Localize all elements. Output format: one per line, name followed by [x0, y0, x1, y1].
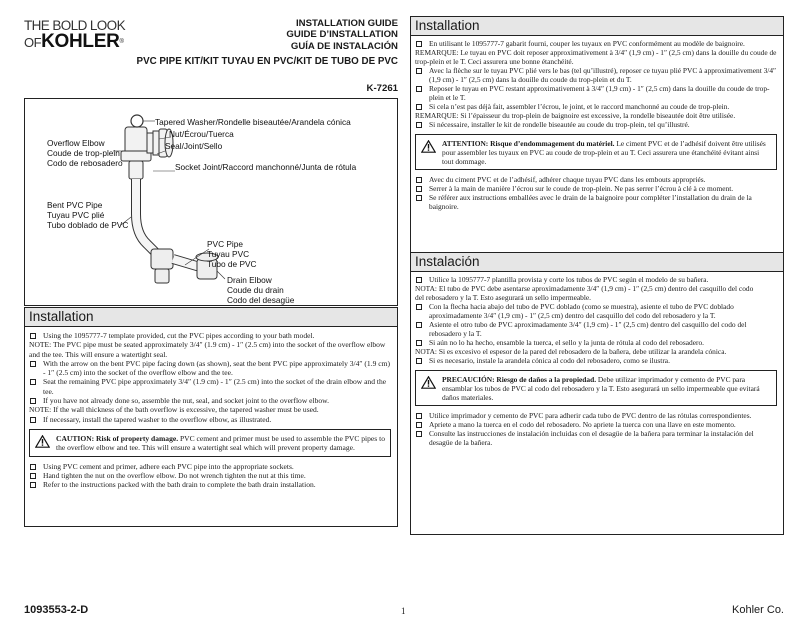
spanish-step-4: Si aún no lo ha hecho, ensamble la tuerca, el sello y la junta de rótula al codo del rebosadero. [415, 338, 777, 347]
spanish-step-6: Utilice imprimador y cemento de PVC para adherir cada tubo de PVC dentro de las rótulas correspondientes. [415, 411, 777, 420]
english-step-8: Refer to the instructions packed with the bath drain to complete the bath drain installation. [29, 480, 391, 489]
spanish-step-3: Asiente el otro tubo de PVC aproximadamente 3/4″ (1,9 cm) - 1″ (2,5 cm) dentro del casquillo del codo del rebosadero y la T. [415, 320, 777, 338]
spanish-step-1: Utilice la 1095777-7 plantilla provista y corte los tubos de PVC según el modelo de su bañera. [415, 275, 777, 284]
callout-bent-pvc-pipe: Bent PVC Pipe Tuyau PVC plié Tubo doblado de PVC [47, 200, 129, 231]
checkbox-icon[interactable] [30, 417, 36, 423]
spanish-section-title: Instalación [410, 252, 784, 272]
checkbox-icon[interactable] [416, 195, 422, 201]
checkbox-icon[interactable] [416, 277, 422, 283]
spanish-step-5: Si es necesario, instale la arandela cónica al codo del rebosadero, como se ilustra. [415, 356, 777, 365]
left-column [24, 16, 398, 602]
company-name: Kohler Co. [732, 604, 784, 616]
callout-nut: Nut/Écrou/Tuerca [169, 129, 234, 139]
french-note-2: REMARQUE: Si l’épaisseur du trop-plein de baignoire est excessive, la rondelle biseautée doit être utilisée. [415, 111, 736, 120]
checkbox-icon[interactable] [416, 322, 422, 328]
checkbox-icon[interactable] [30, 473, 36, 479]
english-step-2: With the arrow on the bent PVC pipe facing down (as shown), seat the bent PVC pipe approximately 3/4″ (1.9 cm) - 1″ (2.5 cm) into the socket of the overflow elbow and the tee. [29, 359, 391, 378]
spanish-note-2: NOTA: Si es excesivo el espesor de la pared del rebosadero de la bañera, debe utilizar la arandela cónica. [415, 347, 727, 356]
spanish-step-7: Apriete a mano la tuerca en el codo del rebosadero. No apriete la tuerca con una llave en este momento. [415, 420, 777, 429]
french-step-3: Reposer le tuyau en PVC restant approximativement à 3/4″ (1,9 cm) - 1″ (2,5 cm) dans la douille du coude de trop-plein et le T. [415, 84, 777, 102]
guide-title-en: INSTALLATION GUIDE [296, 18, 398, 29]
checkbox-icon[interactable] [416, 431, 422, 437]
checkbox-icon[interactable] [30, 361, 36, 367]
kit-title: PVC PIPE KIT/KIT TUYAU EN PVC/KIT DE TUBO DE PVC [136, 56, 398, 67]
checkbox-icon[interactable] [416, 104, 422, 110]
english-step-1: Using the 1095777-7 template provided, cut the PVC pipes according to your bath model. [29, 331, 391, 340]
guide-title-fr: GUIDE D’INSTALLATION [286, 29, 398, 41]
spanish-note-1b: del rebosadero y la T. Esto asegurará un sello impermeable. [415, 293, 592, 302]
guide-titles [286, 18, 398, 52]
checkbox-icon[interactable] [416, 86, 422, 92]
checkbox-icon[interactable] [416, 177, 422, 183]
french-step-7: Serrer à la main de manière l’écrou sur le coude de trop-plein. Ne pas serrer l’écrou à clé à ce moment. [415, 184, 777, 193]
warning-triangle-icon [421, 140, 436, 153]
french-step-4: Si cela n’est pas déjà fait, assembler l’écrou, le joint, et le raccord manchonné au coude de trop-plein. [415, 102, 777, 111]
page-number: 1 [401, 606, 406, 616]
french-step-6: Avec du ciment PVC et de l’adhésif, adhérer chaque tuyau PVC dans les embouts appropriés. [415, 175, 777, 184]
callout-seal: Seal/Joint/Sello [165, 141, 223, 151]
parts-illustration [24, 98, 398, 306]
callout-socket-joint: Socket Joint/Raccord manchonné/Junta de rótula [175, 162, 357, 172]
french-instructions [410, 36, 784, 264]
checkbox-icon[interactable] [30, 398, 36, 404]
logo-brand: KOHLER [41, 31, 120, 52]
english-note-2: NOTE: If the wall thickness of the bath overflow is excessive, the tapered washer must be used. [29, 405, 319, 415]
warning-triangle-icon [421, 376, 436, 389]
guide-title-es: GUÍA DE INSTALACIÓN [290, 40, 398, 52]
french-step-2: Avec la flèche sur le tuyau PVC plié vers le bas (tel qu’illustré), reposer ce tuyau plié PVC à approximativement 3/4″ (1,9 cm) - 1″ (2,5 cm) dans la douille du coude du trop-plein et du T. [415, 66, 777, 84]
french-note-1: REMARQUE: Le tuyau en PVC doit reposer approximativement à 3/4″ (1,9 cm) - 1″ (2,5 cm) dans la douille du coude de trop-plein et le T. Ceci assurera une bonne étanchéité. [415, 48, 777, 66]
spanish-caution-box: PRECAUCIÓN: Riesgo de daños a la propiedad. Debe utilizar imprimador y cemento de PVC para ensamblar los tubos de PVC al codo del rebosadero y la T. Esto asegurará un sello impermeable que evitará daños materiales. [415, 370, 777, 406]
logo-of: OF [24, 35, 42, 50]
checkbox-icon[interactable] [416, 358, 422, 364]
checkbox-icon[interactable] [416, 122, 422, 128]
french-section-title: Installation [410, 16, 784, 36]
model-number: K-7261 [366, 83, 398, 94]
english-caution-box: CAUTION: Risk of property damage. PVC cement and primer must be used to assemble the PVC pipes to the overflow elbow and tee. This will ensure a watertight seal which will prevent property damage. [29, 429, 391, 457]
english-step-5: If necessary, install the tapered washer to the overflow elbow, as illustrated. [29, 415, 391, 424]
checkbox-icon[interactable] [416, 41, 422, 47]
french-step-8: Se référer aux instructions emballées avec le drain de la baignoire pour compléter l’installation du drain de la baignoire. [415, 193, 777, 211]
english-note-1: NOTE: The PVC pipe must be seated approximately 3/4″ (1.9 cm) - 1″ (2.5 cm) into the socket of the overflow elbow and the tee. This will ensure a watertight seal. [29, 340, 386, 359]
checkbox-icon[interactable] [30, 333, 36, 339]
callout-pvc-pipe: PVC Pipe Tuyau PVC Tubo de PVC [207, 239, 257, 270]
english-step-3: Seat the remaining PVC pipe approximately 3/4″ (1.9 cm) - 1″ (2.5 cm) into the socket of the drain elbow and the tee. [29, 377, 391, 396]
checkbox-icon[interactable] [416, 413, 422, 419]
english-section-title: Installation [24, 307, 398, 327]
spanish-instructions [410, 272, 784, 535]
french-caution-box: ATTENTION: Risque d’endommagement du matériel. Le ciment PVC et de l’adhésif doivent être utilisés pour assembler les tuyaux en PVC au coude de trop-plein et au T. Ceci assurera une étanchéité évitant ainsi tout dommage. [415, 134, 777, 170]
spanish-step-8: Consulte las instrucciones de instalación incluidas con el desagüe de la bañera para terminar la instalación del desagüe de la bañera. [415, 429, 777, 447]
english-step-6: Using PVC cement and primer, adhere each PVC pipe into the appropriate sockets. [29, 462, 391, 471]
checkbox-icon[interactable] [30, 464, 36, 470]
warning-triangle-icon [35, 435, 50, 448]
document-number: 1093553-2-D [24, 604, 89, 616]
english-instructions [24, 327, 398, 527]
checkbox-icon[interactable] [416, 340, 422, 346]
french-step-5: Si nécessaire, installer le kit de rondelle biseautée au coude du trop-plein, tel qu’illustré. [415, 120, 777, 129]
checkbox-icon[interactable] [416, 422, 422, 428]
callout-tapered-washer: Tapered Washer/Rondelle biseautée/Arandela cónica [155, 117, 351, 127]
checkbox-icon[interactable] [30, 379, 36, 385]
english-step-7: Hand tighten the nut on the overflow elbow. Do not wrench tighten the nut at this time. [29, 471, 391, 480]
kohler-logo: THE BOLD LOOK OFKOHLER® [24, 18, 142, 58]
english-step-4: If you have not already done so, assemble the nut, seal, and socket joint to the overflow elbow. [29, 396, 391, 405]
callout-overflow-elbow: Overflow Elbow Coude de trop-plein Codo de rebosadero [47, 138, 123, 169]
french-step-1: En utilisant le 1095777-7 gabarit fourni, couper les tuyaux en PVC conformément au modèle de baignoire. [415, 39, 777, 48]
callout-drain-elbow: Drain Elbow Coude du drain Codo del desagüe [227, 275, 295, 306]
checkbox-icon[interactable] [416, 304, 422, 310]
right-column [410, 16, 784, 602]
logo-tagline: THE BOLD LOOK [24, 18, 125, 33]
checkbox-icon[interactable] [30, 482, 36, 488]
checkbox-icon[interactable] [416, 186, 422, 192]
spanish-note-1: NOTA: El tubo de PVC debe asentarse aproximadamente 3/4″ (1,9 cm) - 1″ (2,5 cm) dentro del casquillo del codo [415, 284, 754, 293]
spanish-step-2: Con la flecha hacia abajo del tubo de PVC doblado (como se muestra), asiente el tubo de PVC doblado aproximadamente 3/4″ (1,9 cm) - 1″ (2,5 cm) dentro del casquillo del codo del rebosadero y la T. [415, 302, 777, 320]
checkbox-icon[interactable] [416, 68, 422, 74]
